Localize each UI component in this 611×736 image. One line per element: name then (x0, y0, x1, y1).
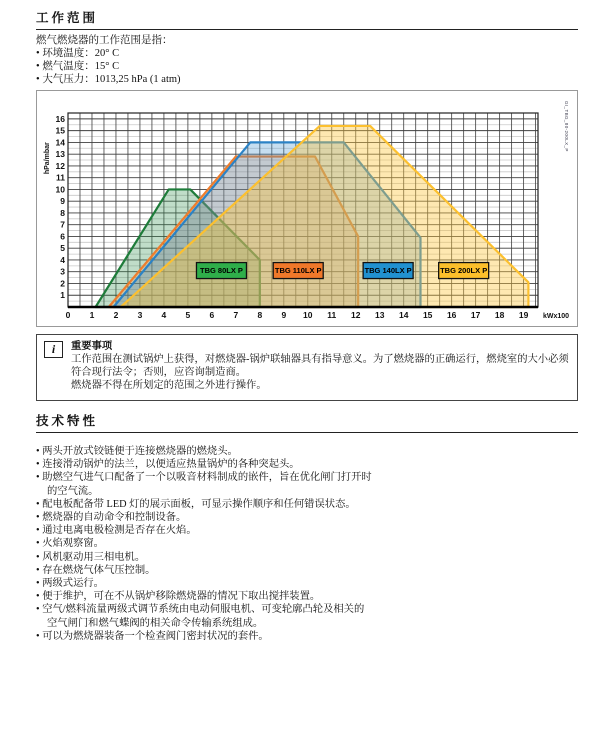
y-tick-label: 13 (55, 149, 65, 160)
info-icon-glyph: i (51, 342, 56, 356)
x-tick-label: 0 (65, 310, 71, 320)
y-tick-label: 3 (60, 266, 65, 277)
series-badge-text: TBG 80LX P (200, 266, 243, 276)
x-tick-label: 13 (375, 310, 385, 320)
info-icon (44, 341, 63, 358)
work-range-intro: 燃气燃烧器的工作范围是指： (36, 35, 173, 46)
note-paragraph: 工作范围在测试锅炉上获得，对燃烧器-锅炉联轴器具有指导意义。为了燃烧器的正确运行，燃烧室的大小必须符合现行法令；否则，应咨询制造商。 (71, 354, 569, 378)
working-range-figure (36, 90, 578, 327)
y-tick-label: 16 (55, 113, 65, 124)
condition-item: • 燃气温度：15° C (36, 60, 578, 73)
x-tick-label: 7 (233, 310, 239, 320)
x-tick-label: 11 (327, 310, 337, 320)
important-note-box (36, 334, 578, 401)
condition-item: • 大气压力：1013,25 hPa (1 atm) (36, 73, 578, 86)
conditions-list (36, 47, 578, 86)
y-tick-label: 14 (55, 137, 65, 148)
x-tick-label: 8 (257, 310, 263, 320)
x-tick-label: 10 (303, 310, 313, 320)
y-tick-label: 15 (55, 125, 65, 136)
y-tick-label: 12 (55, 160, 65, 171)
y-tick-label: 2 (60, 278, 65, 289)
working-range-chart (37, 91, 577, 326)
x-tick-label: 3 (137, 310, 143, 320)
x-tick-label: 1 (89, 310, 95, 320)
feature-item: • 燃烧器的自动命令和控制设备。 (36, 511, 372, 524)
x-tick-label: 15 (422, 310, 433, 320)
x-tick-label: 5 (185, 310, 191, 320)
y-tick-label: 11 (56, 172, 65, 183)
x-axis-unit-label: kWx100 (543, 313, 570, 320)
y-axis-label: hPa/mbar (44, 142, 51, 175)
y-tick-label: 1 (60, 290, 65, 301)
condition-item: • 环境温度：20° C (36, 47, 578, 60)
section-title-work-range: 工作范围 (36, 8, 578, 30)
x-tick-label: 12 (351, 310, 361, 320)
x-tick-label: 16 (446, 310, 457, 320)
x-tick-label: 2 (113, 310, 119, 320)
feature-item: • 火焰观察窗。 (36, 537, 372, 550)
note-title: 重要事项 (71, 341, 113, 352)
y-tick-label: 7 (60, 219, 65, 230)
figure-code-watermark: GI_TBG_80-200LX_P (564, 101, 569, 152)
y-tick-label: 9 (60, 196, 65, 207)
features-list (36, 445, 372, 643)
note-content (71, 340, 569, 392)
feature-item: • 助燃空气进气口配备了一个以吸音材料制成的嵌件，旨在优化闸门打开时的空气流。 (36, 471, 372, 497)
feature-item: • 配电板配备带 LED 灯的展示面板，可显示操作顺序和任何错误状态。 (36, 498, 372, 511)
note-paragraph: 燃烧器不得在所划定的范围之外进行操作。 (71, 380, 267, 391)
section-title-features: 技术特性 (36, 411, 578, 433)
feature-item: • 通过电离电极检测是否存在火焰。 (36, 524, 372, 537)
series-badge-text: TBG 140LX P (364, 266, 412, 276)
x-tick-label: 19 (518, 310, 529, 320)
x-tick-label: 6 (209, 310, 215, 320)
feature-item: • 存在燃烧气体气压控制。 (36, 564, 372, 577)
y-tick-label: 5 (60, 243, 65, 254)
feature-item: • 风机驱动用三相电机。 (36, 551, 372, 564)
y-tick-label: 4 (60, 254, 65, 265)
x-tick-label: 17 (470, 310, 481, 320)
y-tick-label: 8 (60, 207, 65, 218)
y-tick-label: 10 (55, 184, 65, 195)
feature-item: • 连接滑动锅炉的法兰，以便适应热量锅炉的各种突起头。 (36, 458, 372, 471)
feature-item: • 两头开放式铰链便于连接燃烧器的燃烧头。 (36, 445, 372, 458)
x-tick-label: 18 (494, 310, 505, 320)
x-tick-label: 14 (398, 310, 409, 320)
y-tick-label: 6 (60, 231, 65, 242)
series-badge-text: TBG 200LX P (440, 266, 488, 276)
x-tick-label: 9 (281, 310, 287, 320)
feature-item: • 两级式运行。 (36, 577, 372, 590)
feature-item: • 便于维护，可在不从锅炉移除燃烧器的情况下取出搅拌装置。 (36, 590, 372, 603)
feature-item: • 空气/燃料流量两级式调节系统由电动伺服电机、可变轮廓凸轮及相关的空气闸门和燃气蝶阀的相关命令传输系统组成。 (36, 603, 372, 629)
feature-item: • 可以为燃烧器装备一个检查阀门密封状况的套件。 (36, 630, 372, 643)
x-tick-label: 4 (161, 310, 167, 320)
series-badge-text: TBG 110LX P (274, 266, 322, 276)
